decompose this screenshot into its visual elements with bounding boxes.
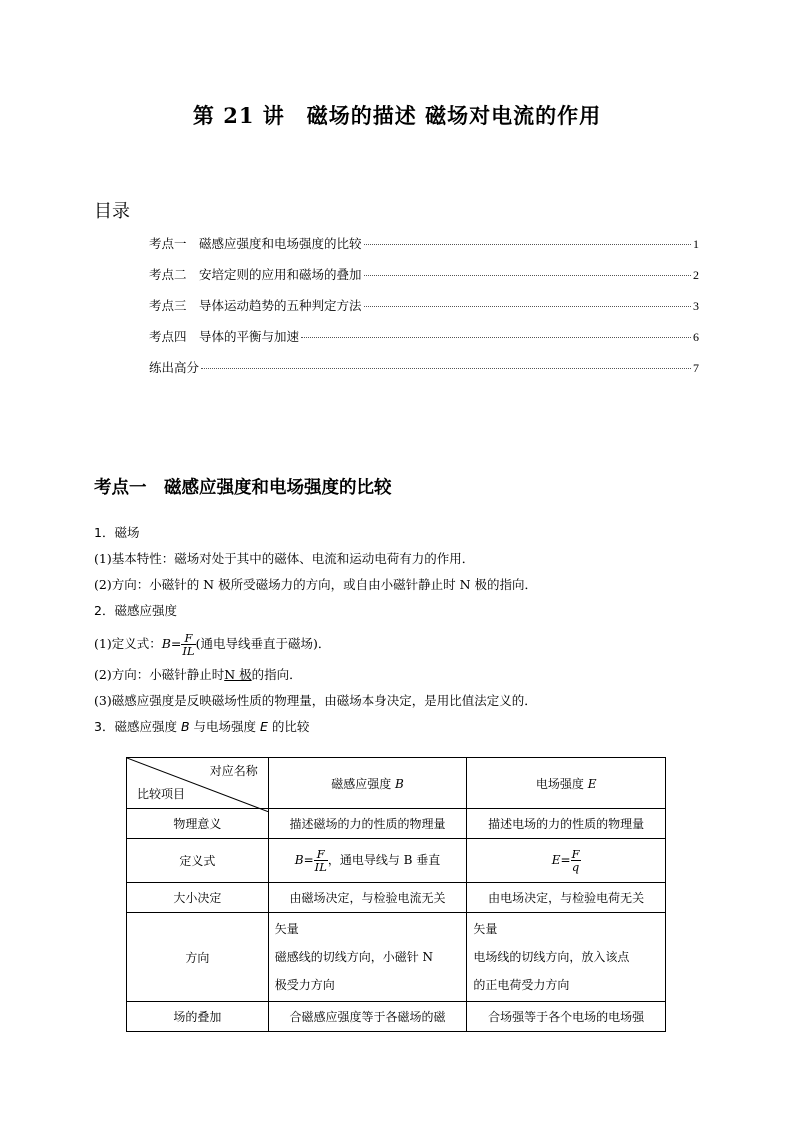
toc-leader — [364, 306, 691, 307]
cell-b — [268, 839, 467, 883]
row-label: 定义式 — [127, 839, 269, 883]
numerator: F — [181, 632, 195, 645]
paragraph: (2)方向：小磁针的 N 极所受磁场力的方向，或自由小磁针静止时 N 极的指向． — [94, 577, 537, 592]
numerator: F — [314, 848, 328, 861]
symbol-e: E — [587, 776, 597, 791]
toc-item[interactable] — [149, 296, 699, 327]
column-header-e — [467, 758, 666, 809]
toc-item-page[interactable]: 1 — [693, 237, 699, 251]
fraction — [181, 632, 195, 657]
denominator: IL — [182, 644, 195, 658]
table-row — [127, 883, 666, 913]
comparison-table — [126, 757, 666, 1032]
text: 磁感应强度 — [331, 776, 396, 791]
section-body — [94, 522, 704, 742]
cell-e: 描述电场的力的性质的物理量 — [467, 809, 666, 839]
table-row — [127, 839, 666, 883]
cell-e: 由电场决定，与检验电荷无关 — [467, 883, 666, 913]
page-title: 第 21 讲 磁场的描述 磁场对电流的作用 — [192, 103, 602, 128]
numerator: F — [571, 846, 580, 861]
text-line: 矢量 — [473, 922, 498, 936]
text-line: 磁感线的切线方向，小磁针 N — [274, 950, 434, 964]
underlined-text: N 极 — [224, 667, 252, 682]
toc-item-label[interactable]: 练出高分 — [149, 360, 200, 375]
toc-item-page[interactable]: 6 — [693, 330, 699, 344]
toc-item-page[interactable]: 2 — [693, 268, 699, 282]
column-header-b — [268, 758, 467, 809]
denominator: q — [571, 860, 580, 874]
text: 的比较 — [267, 719, 310, 734]
text: (2)方向：小磁针静止时 — [94, 667, 225, 682]
toc-item-label[interactable]: 考点一 磁感应强度和电场强度的比较 — [149, 236, 362, 251]
cell-b: 描述磁场的力的性质的物理量 — [268, 809, 467, 839]
paragraph: (1)基本特性：磁场对处于其中的磁体、电流和运动电荷有力的作用． — [94, 551, 475, 566]
row-label: 场的叠加 — [127, 1002, 269, 1032]
cell-b: 由磁场决定，与检验电流无关 — [268, 883, 467, 913]
cell-b: 合磁感应强度等于各磁场的磁 — [268, 1002, 467, 1032]
symbol-b: B — [395, 776, 404, 791]
text: 3．磁感应强度 — [94, 719, 181, 734]
equals: = — [560, 853, 571, 867]
symbol-b: B — [180, 719, 190, 734]
toc-item-page[interactable]: 7 — [693, 361, 699, 375]
text: ，通电导线与 B 垂直 — [327, 853, 441, 867]
fraction — [314, 848, 328, 873]
header-corresponding-name: 对应名称 — [209, 764, 258, 778]
table-row — [127, 913, 666, 1002]
table-header-row — [127, 758, 666, 809]
symbol-e: E — [259, 719, 268, 734]
toc-item[interactable] — [149, 327, 699, 358]
definition-formula-line — [94, 626, 704, 664]
toc-leader — [364, 244, 691, 245]
toc-leader — [364, 275, 691, 276]
fraction — [571, 848, 581, 873]
toc-item[interactable] — [149, 234, 699, 265]
row-label: 物理意义 — [127, 809, 269, 839]
text-line: 极受力方向 — [274, 978, 335, 992]
toc-leader — [301, 337, 691, 338]
denominator: IL — [314, 860, 327, 874]
table-of-contents — [149, 234, 699, 389]
symbol-b: B — [294, 853, 304, 867]
symbol-b: B — [161, 636, 171, 651]
cell-e — [467, 839, 666, 883]
subheading-comparison — [94, 716, 704, 742]
text: 电场强度 — [535, 776, 588, 791]
cell-e: 合场强等于各个电场的电场强 — [467, 1002, 666, 1032]
toc-item-label[interactable]: 考点二 安培定则的应用和磁场的叠加 — [149, 267, 362, 282]
toc-item-label[interactable]: 考点三 导体运动趋势的五种判定方法 — [149, 298, 362, 313]
text-line: 的正电荷受力方向 — [473, 978, 570, 992]
text-line: 矢量 — [274, 922, 299, 936]
text-line: 电场线的切线方向，放入该点 — [473, 950, 630, 964]
paragraph: (3)磁感应强度是反映磁场性质的物理量，由磁场本身决定，是用比值法定义的． — [94, 693, 537, 708]
cell-b — [268, 913, 467, 1002]
section-title: 考点一 磁感应强度和电场强度的比较 — [94, 478, 392, 498]
toc-leader — [201, 368, 691, 369]
table-row — [127, 1002, 666, 1032]
table-row — [127, 809, 666, 839]
row-label: 大小决定 — [127, 883, 269, 913]
row-label: 方向 — [127, 913, 269, 1002]
toc-item-page[interactable]: 3 — [693, 299, 699, 313]
diagonal-header-cell — [127, 758, 269, 809]
toc-item[interactable] — [149, 265, 699, 296]
toc-heading: 目录 — [94, 201, 130, 222]
text: (通电导线垂直于磁场)． — [195, 636, 331, 651]
symbol-e: E — [551, 853, 561, 867]
paragraph — [94, 664, 704, 690]
cell-e — [467, 913, 666, 1002]
text: 与电场强度 — [189, 719, 260, 734]
text: 的指向． — [251, 667, 302, 682]
subheading-magnetic-field: 1．磁场 — [94, 525, 140, 540]
header-comparison-item: 比较项目 — [137, 787, 186, 801]
toc-item-label[interactable]: 考点四 导体的平衡与加速 — [149, 329, 300, 344]
equals: = — [303, 853, 314, 867]
equals: = — [170, 636, 182, 651]
toc-item[interactable] — [149, 358, 699, 389]
text: (1)定义式： — [94, 636, 162, 651]
subheading-magnetic-induction: 2．磁感应强度 — [94, 603, 177, 618]
